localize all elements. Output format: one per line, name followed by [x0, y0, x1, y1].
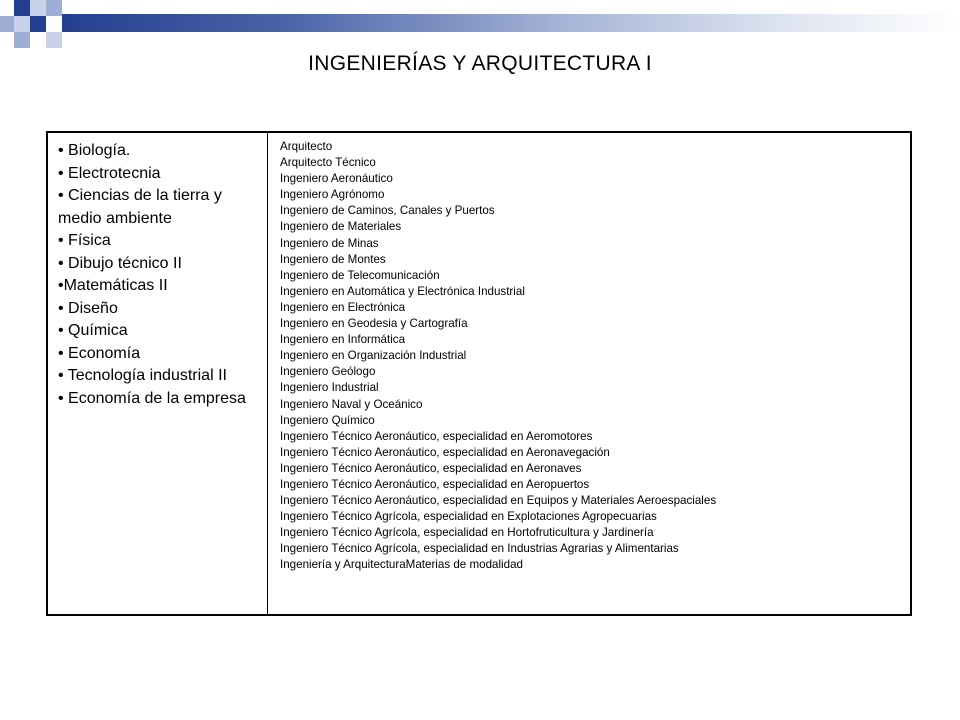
titulacion-item: Ingeniero Naval y Oceánico [280, 397, 423, 411]
titulacion-item: Ingeniero Químico [280, 413, 375, 427]
titulacion-item: Ingeniero Técnico Aeronáutico, especialidad en Aeromotores [280, 429, 593, 443]
titulacion-item: Ingeniero Técnico Aeronáutico, especialidad en Equipos y Materiales Aeroespaciales [280, 494, 717, 508]
titulacion-item: Ingeniero en Informática [280, 333, 406, 347]
deco-square [14, 16, 30, 32]
titulacion-item: Arquitecto Técnico [280, 156, 376, 170]
titulacion-item: Ingeniero de Caminos, Canales y Puertos [280, 204, 495, 218]
titulacion-item: Ingeniero Industrial [280, 381, 379, 395]
deco-square [14, 0, 30, 16]
materia-item: •Matemáticas II [58, 277, 168, 294]
materia-item: • Economía [58, 344, 141, 362]
materia-item: • Física [58, 232, 111, 249]
titulacion-item: Ingeniero Técnico Agrícola, especialidad en Explotaciones Agropecuarias [280, 510, 657, 524]
titulacion-item: Ingeniero de Telecomunicación [280, 268, 440, 282]
titulacion-item: Ingeniero Técnico Agrícola, especialidad en Industrias Agrarias y Alimentarias [280, 542, 679, 556]
materia-item: • Dibujo técnico II [58, 254, 182, 272]
slide-title: INGENIERÍAS Y ARQUITECTURA I [308, 52, 652, 75]
materias-list [58, 140, 259, 410]
titulacion-item: Ingeniero en Automática y Electrónica Industrial [280, 284, 525, 298]
titulacion-item: Ingeniero Geólogo [280, 365, 376, 379]
deco-square [30, 16, 46, 32]
titulacion-item: Ingeniero Técnico Agrícola, especialidad en Hortofruticultura y Jardinería [280, 526, 654, 540]
materia-item: • Tecnología industrial II [58, 367, 227, 384]
deco-square [46, 16, 62, 32]
titulaciones-column [280, 139, 902, 574]
titulacion-item: Ingeniero en Geodesia y Cartografía [280, 317, 468, 331]
deco-square [30, 0, 46, 16]
gradient-bar [62, 14, 960, 32]
titulaciones-list [280, 139, 902, 574]
materia-item: • Química [58, 322, 128, 339]
titulacion-item: Arquitecto [280, 140, 333, 153]
content-table [46, 131, 912, 616]
titulacion-item: Ingeniero Técnico Aeronáutico, especialidad en Aeronavegación [280, 445, 610, 459]
titulacion-item: Ingeniero de Materiales [280, 220, 402, 234]
materia-item: • Economía de la empresa [58, 389, 246, 407]
titulacion-item: Ingeniero Técnico Aeronáutico, especialidad en Aeropuertos [280, 477, 590, 491]
titulacion-item: Ingeniero en Electrónica [280, 300, 406, 314]
materia-item: • Diseño [58, 299, 118, 317]
titulacion-item: Ingeniero en Organización Industrial [280, 349, 467, 363]
titulacion-item: Ingeniero Aeronáutico [280, 172, 393, 186]
deco-square [46, 32, 62, 48]
titulacion-item: Ingeniero Técnico Aeronáutico, especialidad en Aeronaves [280, 461, 582, 475]
materia-item: • Electrotecnia [58, 164, 161, 182]
deco-square [0, 16, 14, 32]
materias-column [48, 133, 268, 614]
titulacion-item: Ingeniero de Montes [280, 252, 386, 266]
deco-square [14, 32, 30, 48]
deco-square [46, 0, 62, 16]
titulacion-item: Ingeniero Agrónomo [280, 188, 385, 202]
materia-item: • Biología. [58, 142, 131, 159]
materia-item: • Ciencias de la tierra y medio ambiente [58, 187, 222, 227]
titulacion-item: Ingeniero de Minas [280, 236, 379, 250]
titulacion-item: Ingeniería y ArquitecturaMaterias de modalidad [280, 558, 523, 572]
deco-square [30, 32, 46, 48]
